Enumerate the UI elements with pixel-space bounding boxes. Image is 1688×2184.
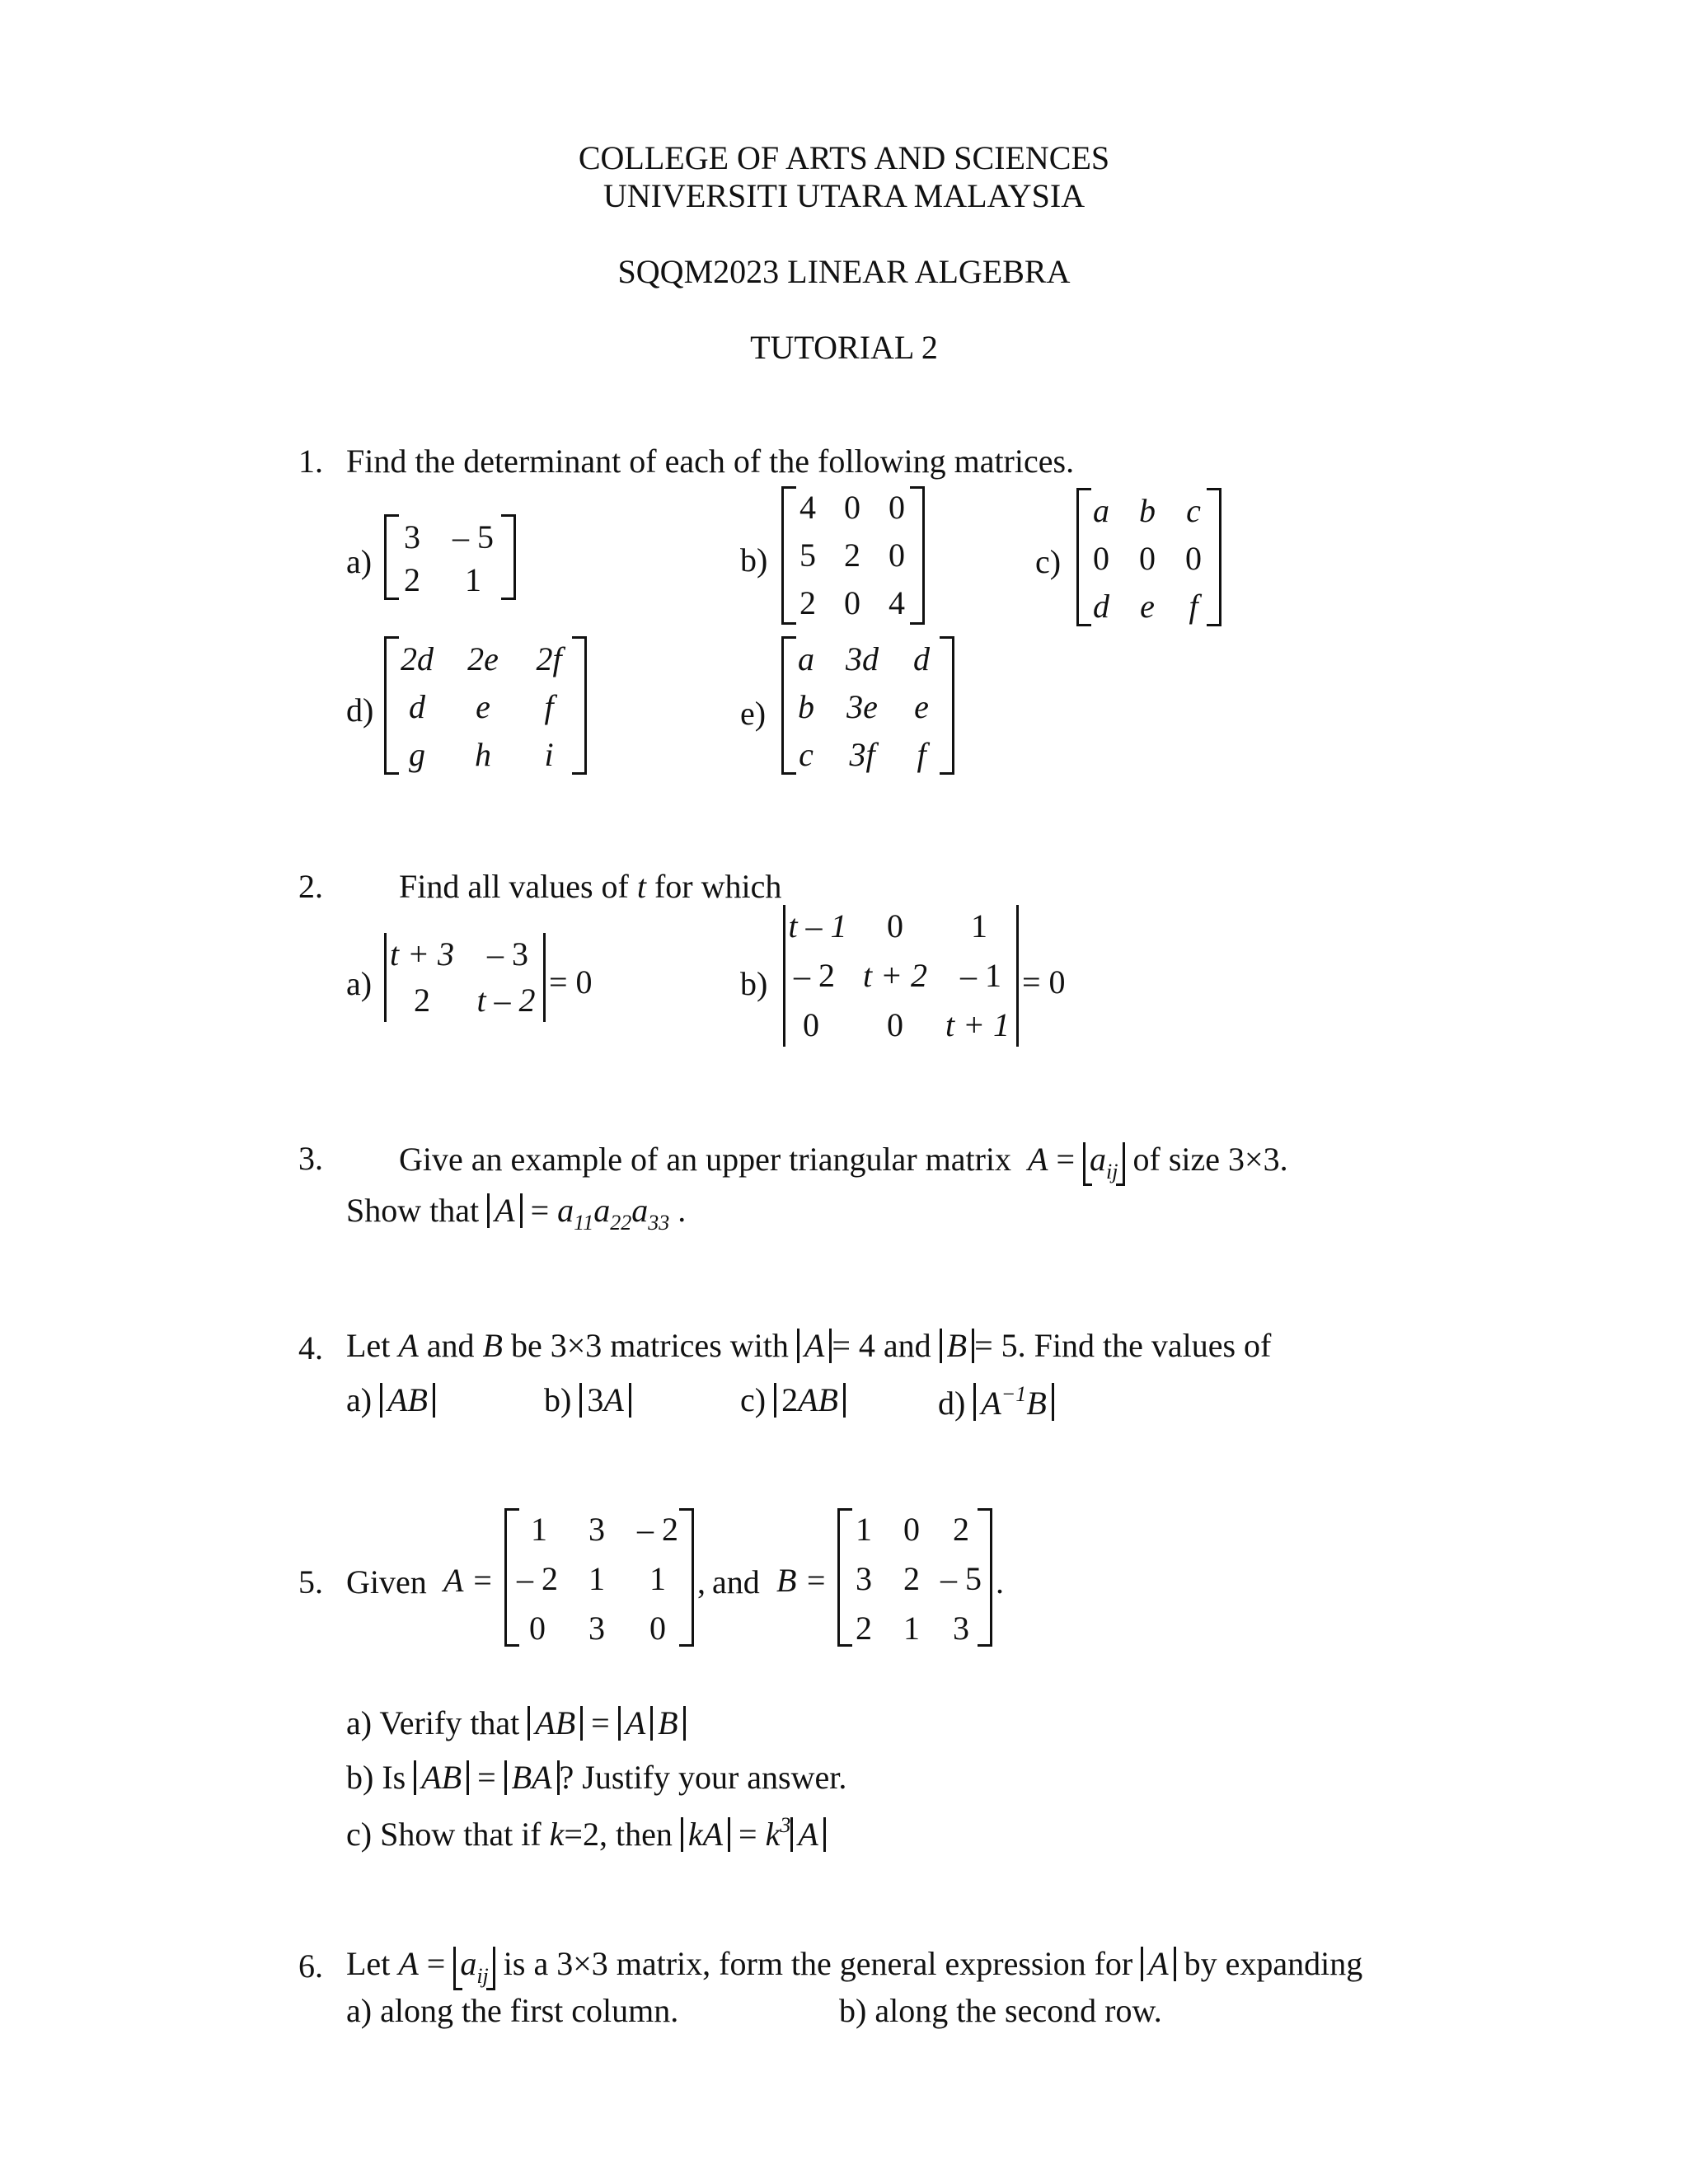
q3-line1: Give an example of an upper triangular matrix $A = a_{ij}$ of size 3×3. [399, 1141, 1288, 1183]
q4c-expr: 2AB [774, 1383, 846, 1418]
q2a-determinant [382, 933, 547, 1022]
q1b-cell-13: 0 [889, 489, 905, 526]
q1e-cell-22: 3e [846, 688, 878, 725]
q1a-cell-11: 3 [404, 518, 420, 555]
q4-desc: be 3×3 matrices with [510, 1327, 789, 1364]
q1b-cell-33: 4 [889, 584, 905, 621]
q5b-cell-31: 2 [856, 1610, 872, 1647]
q4d [938, 1383, 1054, 1421]
q4-det-a: A [797, 1329, 832, 1363]
q1d-cell-13: 2f [536, 640, 562, 677]
q5c-k-cubed: $k^3$ [765, 1813, 791, 1853]
q6-line1: Let $A = a_{ij}$ is a 3×3 matrix, form the general expression for A by expanding [346, 1945, 1363, 1988]
q4c-label: c) [740, 1381, 767, 1418]
q1b-cell-11: 4 [799, 489, 816, 526]
q1b-cell-21: 5 [799, 537, 816, 574]
q2-text [399, 870, 781, 903]
q1d-cell-21: d [409, 688, 425, 725]
q5a-cell-12: 3 [588, 1511, 605, 1548]
q2b-cell-13: 1 [971, 907, 987, 944]
q1d-cell-22: e [476, 688, 490, 725]
q3-number: 3. [298, 1140, 323, 1177]
q1c-cell-23: 0 [1185, 540, 1202, 577]
q2-text-prefix: Find all values of [399, 868, 637, 905]
q5a-cell-21: – 2 [517, 1560, 558, 1597]
q6-det-a: A [1141, 1947, 1175, 1981]
q2a-cell-11: t + 3 [389, 935, 455, 972]
q5b-cell-11: 1 [856, 1511, 872, 1548]
q6-expanding: by expanding [1184, 1945, 1363, 1982]
q1e-cell-33: f [917, 736, 926, 773]
q2b-cell-12: 0 [887, 907, 903, 944]
q1e-cell-32: 3f [849, 736, 875, 773]
q2a-cell-21: 2 [414, 982, 430, 1019]
q2b-cell-31: 0 [803, 1006, 819, 1043]
q1a-matrix [384, 514, 516, 600]
q3-line2-text: Show that [346, 1192, 480, 1229]
q5a-cell-23: 1 [649, 1560, 666, 1597]
q1d-cell-23: f [544, 688, 554, 725]
q2a-equals-zero: = 0 [549, 963, 593, 1001]
q5b-cell-12: 0 [903, 1511, 920, 1548]
q2-var: t [636, 868, 646, 905]
q1c-cell-12: b [1139, 492, 1156, 529]
q5c-det-a: A [790, 1817, 825, 1852]
q1d-cell-31: g [409, 736, 425, 773]
q4b-label: b) [544, 1381, 572, 1418]
q4d-label: d) [938, 1385, 966, 1422]
q5c-value: =2, then [564, 1816, 673, 1853]
q1c-cell-31: d [1093, 588, 1109, 625]
q6a-text: a) along the first column. [346, 1992, 679, 2029]
q5b-line: b) Is AB = BA ? Justify your answer. [346, 1759, 847, 1796]
q5-matrix-a [504, 1508, 694, 1647]
q5-given: Given [346, 1563, 427, 1601]
q1c-cell-13: c [1186, 492, 1201, 529]
q1d-label: d) [346, 691, 374, 729]
q4d-expr: $A^{-1}B$ [973, 1383, 1053, 1421]
q4a [346, 1383, 435, 1418]
q6-matrix-symbol: A [398, 1945, 419, 1982]
q3-line1-text: Give an example of an upper triangular matrix [399, 1141, 1012, 1178]
q6-number: 6. [298, 1947, 323, 1985]
q5b-text: b) Is [346, 1759, 406, 1796]
q5b-cell-21: 3 [856, 1560, 872, 1597]
q3-line2: Show that $A = a_{11}a_{22}a_{33}$ . [346, 1192, 687, 1235]
q5a-line: a) Verify that AB = A B [346, 1706, 686, 1741]
q2a-cell-22: t – 2 [476, 982, 536, 1019]
q1c-cell-21: 0 [1093, 540, 1109, 577]
q4-det-a-value: = 4 [832, 1327, 875, 1364]
q2-number: 2. [298, 868, 323, 905]
q1a-cell-22: 1 [465, 561, 481, 598]
q1d-cell-11: 2d [401, 640, 434, 677]
q1c-cell-32: e [1140, 588, 1155, 625]
q5-number: 5. [298, 1563, 323, 1601]
q5a-cell-22: 1 [588, 1560, 605, 1597]
q1d-cell-33: i [544, 736, 554, 773]
q1c-label: c) [1035, 543, 1062, 580]
q1b-cell-31: 2 [799, 584, 816, 621]
q2b-cell-21: – 2 [794, 957, 835, 994]
q1a-cell-12: – 5 [452, 518, 494, 555]
q2b-cell-33: t + 1 [945, 1006, 1010, 1043]
q5a-cell-31: 0 [529, 1610, 546, 1647]
q5-a-symbol: A = [443, 1562, 494, 1599]
q5c-text: c) Show that if [346, 1816, 542, 1853]
q4b [544, 1383, 631, 1418]
q2b-cell-11: t – 1 [788, 907, 847, 944]
q6-let: Let [346, 1945, 391, 1982]
q3-size-text: of size 3×3. [1132, 1141, 1288, 1178]
q5a-cell-13: – 2 [637, 1511, 678, 1548]
q4-and-1: and [426, 1327, 475, 1364]
q5-and: and [712, 1563, 760, 1601]
q4b-expr: 3A [579, 1383, 631, 1418]
q5c-det-ka: kA [681, 1817, 730, 1852]
q5-period: . [996, 1563, 1004, 1601]
q4-det-b-value: = 5 [974, 1327, 1018, 1364]
q4-find-text: . Find the values of [1017, 1327, 1272, 1364]
q2a-cell-12: – 3 [487, 935, 528, 972]
q2b-label: b) [740, 965, 768, 1002]
q1-number: 1. [298, 443, 323, 480]
q1c-cell-11: a [1093, 492, 1109, 529]
q5a-cell-11: 1 [531, 1511, 547, 1548]
q5-comma: , [697, 1563, 706, 1601]
university-title: UNIVERSITI UTARA MALAYSIA [603, 177, 1085, 214]
q1d-matrix [384, 636, 587, 775]
q2b-equals-zero: = 0 [1022, 963, 1066, 1001]
q6-matrix-entry: $a_{ij}$ [453, 1947, 495, 1987]
q1e-cell-12: 3d [846, 640, 879, 677]
q5a-cell-33: 0 [649, 1610, 666, 1647]
q1e-cell-11: a [798, 640, 814, 677]
q4-and-2: and [883, 1327, 931, 1364]
q5b-cell-23: – 5 [940, 1560, 982, 1597]
q1e-cell-31: c [799, 736, 814, 773]
q5a-det-b: B [653, 1706, 685, 1741]
q5a-cell-32: 3 [588, 1610, 605, 1647]
q5a-text: a) Verify that [346, 1704, 520, 1741]
q5-matrix-b [837, 1508, 992, 1647]
q5-b-symbol: B = [776, 1562, 828, 1599]
q1b-label: b) [740, 541, 768, 579]
q5b-det-ab: AB [414, 1760, 469, 1795]
q5a-det-ab: AB [528, 1706, 583, 1741]
q1b-cell-23: 0 [889, 537, 905, 574]
college-title: COLLEGE OF ARTS AND SCIENCES [578, 139, 1110, 176]
q1b-matrix [781, 486, 925, 625]
q1e-label: e) [740, 695, 767, 732]
q1e-matrix [781, 636, 954, 775]
q2b-cell-22: t + 2 [862, 957, 928, 994]
q5c-k: k [549, 1816, 565, 1853]
q1d-cell-12: 2e [467, 640, 499, 677]
q1b-cell-32: 0 [844, 584, 860, 621]
q5b-cell-32: 1 [903, 1610, 920, 1647]
q2b-cell-32: 0 [887, 1006, 903, 1043]
q3-matrix-symbol: A [1020, 1141, 1048, 1178]
q4-det-b: B [940, 1329, 974, 1363]
q5b-cell-13: 2 [953, 1511, 969, 1548]
q2a-label: a) [346, 965, 373, 1002]
q6-desc: is a 3×3 matrix, form the general expression for [503, 1945, 1133, 1982]
q5b-det-ba: BA [504, 1760, 560, 1795]
q1b-cell-12: 0 [844, 489, 860, 526]
q1d-cell-32: h [475, 736, 491, 773]
q1e-cell-13: d [913, 640, 930, 677]
q4-matrix-b: B [482, 1327, 503, 1364]
q5b-cell-33: 3 [953, 1610, 969, 1647]
q4c [740, 1383, 846, 1418]
q1e-cell-21: b [798, 688, 814, 725]
q3-product: $a_{11}a_{22}a_{33}$ [557, 1192, 670, 1235]
q5b-tail: ? Justify your answer. [559, 1759, 847, 1796]
q4a-expr: AB [380, 1383, 435, 1418]
q2b-cell-23: – 1 [960, 957, 1001, 994]
q4-matrix-a: A [398, 1327, 419, 1364]
q5c-line: c) Show that if k=2, then kA = $k^3$ A [346, 1815, 826, 1852]
q3-det-a: A [487, 1193, 522, 1228]
q1c-cell-33: f [1189, 588, 1198, 625]
q1b-cell-22: 2 [844, 537, 860, 574]
q4-number: 4. [298, 1329, 323, 1366]
q4-line1 [346, 1329, 1271, 1363]
q3-matrix-entry: $a_{ij}$ [1083, 1142, 1124, 1183]
q1c-cell-22: 0 [1139, 540, 1156, 577]
q2b-determinant [781, 905, 1020, 1047]
course-title: SQQM2023 LINEAR ALGEBRA [617, 253, 1071, 290]
q5b-cell-22: 2 [903, 1560, 920, 1597]
q4a-label: a) [346, 1381, 373, 1418]
q1e-cell-23: e [914, 688, 929, 725]
q1c-matrix [1076, 488, 1221, 626]
tutorial-title: TUTORIAL 2 [750, 329, 938, 366]
q5a-det-a: A [618, 1706, 653, 1741]
q6b-text: b) along the second row. [839, 1992, 1162, 2029]
q2-text-suffix: for which [645, 868, 782, 905]
q4-let: Let [346, 1327, 391, 1364]
q1-text: Find the determinant of each of the following matrices. [346, 443, 1075, 480]
q1a-cell-21: 2 [404, 561, 420, 598]
q1a-label: a) [346, 543, 373, 580]
